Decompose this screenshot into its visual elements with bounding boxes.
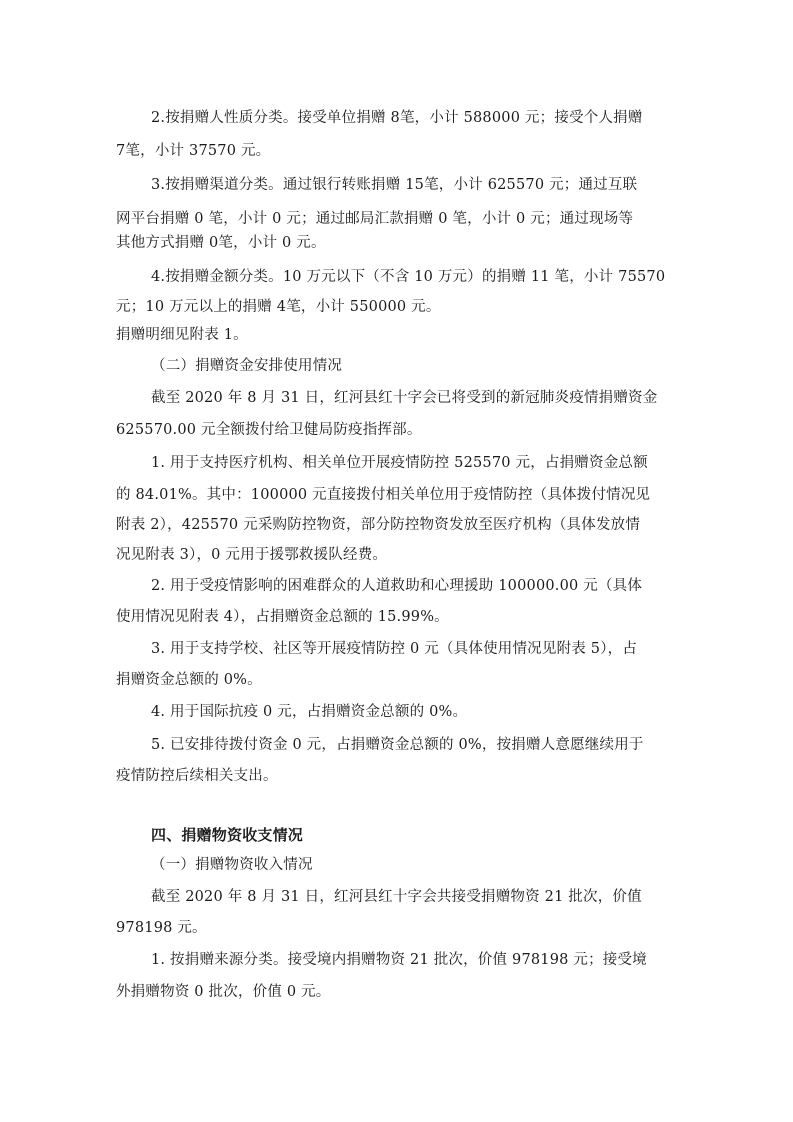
paragraph-line: 捐赠资金总额的 0%。: [116, 672, 262, 688]
paragraph-line: 截至 2020 年 8 月 31 日，红河县红十字会已将受到的新冠肺炎疫情捐赠资金: [151, 390, 658, 406]
paragraph-line: 附表 2），425570 元采购防控物资，部分防控物资发放至医疗机构（具体发放情: [116, 517, 641, 533]
paragraph-line: 978198 元。: [116, 920, 207, 936]
section-heading: 四、捐赠物资收支情况: [151, 826, 304, 844]
paragraph-line: 元；10 万元以上的捐赠 4笔，小计 550000 元。: [116, 299, 441, 315]
paragraph-line: 网平台捐赠 0 笔，小计 0 元；通过邮局汇款捐赠 0 笔，小计 0 元；通过现场等: [116, 211, 634, 227]
paragraph-line: 1. 按捐赠来源分类。接受境内捐赠物资 21 批次，价值 978198 元；接受境: [151, 952, 647, 968]
paragraph-line: 截至 2020 年 8 月 31 日，红河县红十字会共接受捐赠物资 21 批次，价值: [151, 889, 642, 905]
paragraph-line: 外捐赠物资 0 批次，价值 0 元。: [116, 984, 331, 1000]
paragraph-line: 捐赠明细见附表 1。: [116, 327, 248, 343]
paragraph-line: 2. 用于受疫情影响的困难群众的人道救助和心理援助 100000.00 元（具体: [151, 578, 643, 594]
paragraph-line: 4. 用于国际抗疫 0 元，占捐赠资金总额的 0%。: [151, 704, 468, 720]
paragraph-line: 3. 用于支持学校、社区等开展疫情防控 0 元（具体使用情况见附表 5），占: [151, 641, 638, 657]
section-subheading: （一）捐赠物资收入情况: [151, 857, 313, 873]
paragraph-line: 625570.00 元全额拨付给卫健局防疫指挥部。: [116, 422, 422, 438]
paragraph-line: 4.按捐赠金额分类。10 万元以下（不含 10 万元）的捐赠 11 笔，小计 75570: [151, 269, 666, 285]
paragraph-line: 况见附表 3），0 元用于援鄂救援队经费。: [116, 547, 388, 563]
paragraph-line: 2.按捐赠人性质分类。接受单位捐赠 8笔，小计 588000 元；接受个人捐赠: [151, 110, 643, 126]
paragraph-line: 的 84.01%。其中：100000 元直接拨付相关单位用于疫情防控（具体拨付情况见: [116, 487, 651, 503]
paragraph-line: 1. 用于支持医疗机构、相关单位开展疫情防控 525570 元，占捐赠资金总额: [151, 455, 648, 471]
paragraph-line: 其他方式捐赠 0笔，小计 0 元。: [116, 235, 326, 251]
paragraph-line: 7笔，小计 37570 元。: [116, 143, 271, 159]
paragraph-line: 5. 已安排待拨付资金 0 元，占捐赠资金总额的 0%，按捐赠人意愿继续用于: [151, 737, 644, 753]
paragraph-line: 3.按捐赠渠道分类。通过银行转账捐赠 15笔，小计 625570 元；通过互联: [151, 177, 638, 193]
section-subheading: （二）捐赠资金安排使用情况: [151, 358, 343, 374]
paragraph-line: 使用情况见附表 4），占捐赠资金总额的 15.99%。: [116, 609, 449, 625]
paragraph-line: 疫情防控后续相关支出。: [116, 768, 278, 784]
